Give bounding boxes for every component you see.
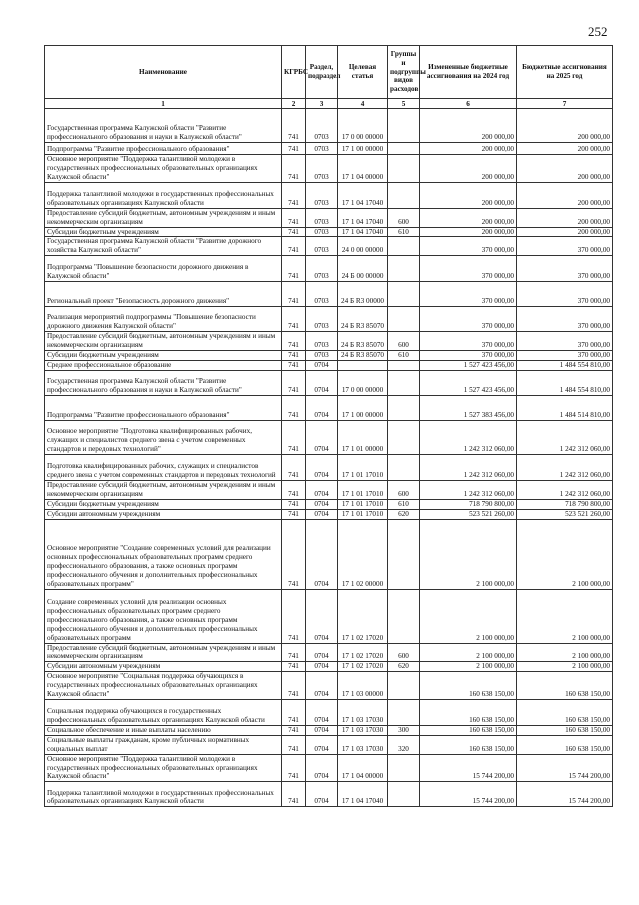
row-name: Субсидии бюджетным учреждениям	[45, 227, 282, 237]
table-row	[45, 332, 613, 351]
row-amount-2025: 370 000,00	[517, 282, 613, 307]
row-amount-2024: 200 000,00	[420, 227, 517, 237]
row-amount-2024: 2 100 000,00	[420, 643, 517, 662]
table-row	[45, 589, 613, 643]
row-amount-2025: 200 000,00	[517, 109, 613, 143]
row-target: 17 1 00 00000	[338, 143, 388, 155]
row-expense-group	[388, 307, 420, 332]
budget-table	[44, 45, 613, 807]
table-row	[45, 480, 613, 499]
row-expense-group: 610	[388, 351, 420, 361]
row-section: 0703	[306, 351, 338, 361]
header-2024: Измененные бюджетные ассигнования на 2024 год	[420, 46, 517, 99]
row-amount-2024: 1 242 312 060,00	[420, 420, 517, 454]
row-amount-2024: 2 100 000,00	[420, 589, 517, 643]
table-row	[45, 208, 613, 227]
row-kgrbs: 741	[282, 395, 306, 420]
row-expense-group	[388, 237, 420, 256]
row-amount-2025: 370 000,00	[517, 332, 613, 351]
row-expense-group	[388, 360, 420, 370]
table-row	[45, 307, 613, 332]
table-row	[45, 282, 613, 307]
table-row	[45, 519, 613, 589]
row-name: Среднее профессиональное образование	[45, 360, 282, 370]
row-target: 17 1 01 17010	[338, 499, 388, 509]
row-kgrbs: 741	[282, 589, 306, 643]
row-expense-group	[388, 672, 420, 700]
row-kgrbs: 741	[282, 499, 306, 509]
row-target: 17 1 04 17040	[338, 182, 388, 208]
row-target: 17 1 04 00000	[338, 155, 388, 183]
table-row	[45, 370, 613, 395]
row-expense-group: 610	[388, 499, 420, 509]
column-number: 1	[45, 99, 282, 109]
row-expense-group: 600	[388, 643, 420, 662]
row-amount-2024: 160 638 150,00	[420, 735, 517, 754]
row-section: 0703	[306, 256, 338, 282]
row-name: Реализация мероприятий подпрограммы "Повышение безопасности дорожного движения Калужской области"	[45, 307, 282, 332]
table-body	[45, 109, 613, 807]
row-amount-2025: 2 100 000,00	[517, 643, 613, 662]
row-section: 0703	[306, 182, 338, 208]
row-amount-2025: 160 638 150,00	[517, 735, 613, 754]
row-name: Социальные выплаты гражданам, кроме публичных нормативных социальных выплат	[45, 735, 282, 754]
row-kgrbs: 741	[282, 307, 306, 332]
table-row	[45, 509, 613, 519]
row-amount-2025: 370 000,00	[517, 256, 613, 282]
row-section: 0703	[306, 282, 338, 307]
row-amount-2024: 370 000,00	[420, 307, 517, 332]
row-target: 17 1 02 17020	[338, 589, 388, 643]
header-kgrbs: КГРБС	[282, 46, 306, 99]
row-target	[338, 360, 388, 370]
row-name: Субсидии бюджетным учреждениям	[45, 499, 282, 509]
table-row	[45, 351, 613, 361]
row-kgrbs: 741	[282, 672, 306, 700]
row-amount-2024: 2 100 000,00	[420, 662, 517, 672]
row-section: 0704	[306, 735, 338, 754]
table-row	[45, 672, 613, 700]
table-row	[45, 725, 613, 735]
row-target: 17 1 00 00000	[338, 395, 388, 420]
row-target: 17 0 00 00000	[338, 370, 388, 395]
row-kgrbs: 741	[282, 256, 306, 282]
table-header-row	[45, 46, 613, 99]
header-target: Целевая статья	[338, 46, 388, 99]
row-name: Основное мероприятие "Создание современных условий для реализации основных профессиональных образовательных программ среднего профессионального образования, а также основных программ профессионального обучения и дополнительных профессиональных образовательных программ"	[45, 519, 282, 589]
row-name: Региональный проект "Безопасность дорожного движения"	[45, 282, 282, 307]
row-section: 0704	[306, 499, 338, 509]
row-amount-2024: 160 638 150,00	[420, 699, 517, 725]
row-amount-2024: 1 527 423 456,00	[420, 370, 517, 395]
row-kgrbs: 741	[282, 725, 306, 735]
row-section: 0704	[306, 589, 338, 643]
row-expense-group	[388, 109, 420, 143]
table-row	[45, 662, 613, 672]
column-number-row	[45, 99, 613, 109]
row-section: 0703	[306, 332, 338, 351]
row-kgrbs: 741	[282, 509, 306, 519]
row-target: 17 0 00 00000	[338, 109, 388, 143]
row-section: 0704	[306, 662, 338, 672]
row-kgrbs: 741	[282, 735, 306, 754]
table-row	[45, 143, 613, 155]
row-target: 24 Б R3 85070	[338, 307, 388, 332]
row-amount-2024: 1 242 312 060,00	[420, 454, 517, 480]
row-amount-2025: 15 744 200,00	[517, 782, 613, 807]
row-name: Предоставление субсидий бюджетным, автономным учреждениям и иным некоммерческим организациям	[45, 332, 282, 351]
column-number: 3	[306, 99, 338, 109]
row-name: Подпрограмма "Развитие профессионального образования"	[45, 143, 282, 155]
row-section: 0703	[306, 237, 338, 256]
row-expense-group	[388, 454, 420, 480]
row-amount-2024: 370 000,00	[420, 237, 517, 256]
row-amount-2024: 160 638 150,00	[420, 672, 517, 700]
row-amount-2024: 370 000,00	[420, 256, 517, 282]
row-kgrbs: 741	[282, 351, 306, 361]
row-amount-2025: 370 000,00	[517, 237, 613, 256]
table-row	[45, 227, 613, 237]
table-row	[45, 360, 613, 370]
table-row	[45, 754, 613, 782]
row-amount-2025: 523 521 260,00	[517, 509, 613, 519]
row-target: 24 Б R3 85070	[338, 332, 388, 351]
row-section: 0704	[306, 395, 338, 420]
row-expense-group	[388, 754, 420, 782]
row-amount-2024: 523 521 260,00	[420, 509, 517, 519]
row-expense-group	[388, 256, 420, 282]
row-kgrbs: 741	[282, 454, 306, 480]
row-amount-2025: 2 100 000,00	[517, 519, 613, 589]
row-expense-group	[388, 395, 420, 420]
row-expense-group: 600	[388, 208, 420, 227]
table-row	[45, 256, 613, 282]
row-name: Поддержка талантливой молодежи в государственных профессиональных образовательных организациях Калужской области	[45, 182, 282, 208]
row-section: 0703	[306, 307, 338, 332]
row-kgrbs: 741	[282, 332, 306, 351]
row-expense-group	[388, 699, 420, 725]
table-row	[45, 699, 613, 725]
row-expense-group	[388, 143, 420, 155]
row-section: 0704	[306, 480, 338, 499]
row-name: Государственная программа Калужской области "Развитие профессионального образования и науки в Калужской области"	[45, 370, 282, 395]
row-amount-2024: 200 000,00	[420, 208, 517, 227]
row-amount-2025: 15 744 200,00	[517, 754, 613, 782]
row-amount-2024: 15 744 200,00	[420, 782, 517, 807]
header-name: Наименование	[45, 46, 282, 99]
row-amount-2024: 370 000,00	[420, 282, 517, 307]
row-target: 17 1 04 17040	[338, 208, 388, 227]
table-row	[45, 395, 613, 420]
row-section: 0704	[306, 509, 338, 519]
row-amount-2025: 160 638 150,00	[517, 725, 613, 735]
row-target: 24 0 00 00000	[338, 237, 388, 256]
row-name: Государственная программа Калужской области "Развитие профессионального образования и науки в Калужской области"	[45, 109, 282, 143]
row-amount-2025: 160 638 150,00	[517, 699, 613, 725]
row-amount-2024: 200 000,00	[420, 182, 517, 208]
row-target: 24 Б R3 85070	[338, 351, 388, 361]
row-amount-2024: 200 000,00	[420, 109, 517, 143]
row-name: Предоставление субсидий бюджетным, автономным учреждениям и иным некоммерческим организациям	[45, 208, 282, 227]
row-kgrbs: 741	[282, 420, 306, 454]
row-expense-group	[388, 519, 420, 589]
row-section: 0704	[306, 643, 338, 662]
row-section: 0704	[306, 725, 338, 735]
row-expense-group: 320	[388, 735, 420, 754]
row-amount-2025: 200 000,00	[517, 182, 613, 208]
row-section: 0703	[306, 143, 338, 155]
row-amount-2024: 370 000,00	[420, 351, 517, 361]
row-target: 24 Б 00 00000	[338, 256, 388, 282]
row-section: 0703	[306, 109, 338, 143]
row-amount-2024: 1 242 312 060,00	[420, 480, 517, 499]
table-row	[45, 182, 613, 208]
row-amount-2024: 1 527 423 456,00	[420, 360, 517, 370]
row-target: 17 1 03 17030	[338, 725, 388, 735]
row-amount-2024: 200 000,00	[420, 155, 517, 183]
header-group: Группы и подгруппы видов расходов	[388, 46, 420, 99]
row-kgrbs: 741	[282, 182, 306, 208]
row-name: Поддержка талантливой молодежи в государственных профессиональных образовательных организациях Калужской области	[45, 782, 282, 807]
table-row	[45, 155, 613, 183]
row-amount-2025: 1 484 554 810,00	[517, 370, 613, 395]
row-amount-2025: 200 000,00	[517, 208, 613, 227]
row-name: Предоставление субсидий бюджетным, автономным учреждениям и иным некоммерческим организациям	[45, 480, 282, 499]
row-name: Основное мероприятие "Поддержка талантливой молодежи в государственных профессиональных образовательных организациях Калужской области"	[45, 155, 282, 183]
table-row	[45, 109, 613, 143]
row-section: 0704	[306, 519, 338, 589]
row-section: 0703	[306, 227, 338, 237]
row-amount-2024: 370 000,00	[420, 332, 517, 351]
row-section: 0704	[306, 360, 338, 370]
row-kgrbs: 741	[282, 237, 306, 256]
table-row	[45, 643, 613, 662]
row-amount-2025: 1 242 312 060,00	[517, 454, 613, 480]
header-section: Раздел, подраздел	[306, 46, 338, 99]
row-amount-2025: 200 000,00	[517, 143, 613, 155]
row-amount-2025: 370 000,00	[517, 351, 613, 361]
row-section: 0704	[306, 782, 338, 807]
row-amount-2025: 200 000,00	[517, 155, 613, 183]
row-target: 17 1 01 17010	[338, 454, 388, 480]
row-amount-2025: 718 790 800,00	[517, 499, 613, 509]
row-kgrbs: 741	[282, 754, 306, 782]
table-row	[45, 420, 613, 454]
row-expense-group	[388, 370, 420, 395]
row-target: 17 1 04 17040	[338, 227, 388, 237]
row-section: 0704	[306, 699, 338, 725]
table-row	[45, 735, 613, 754]
row-section: 0704	[306, 672, 338, 700]
row-amount-2024: 1 527 383 456,00	[420, 395, 517, 420]
row-kgrbs: 741	[282, 519, 306, 589]
row-expense-group	[388, 782, 420, 807]
row-expense-group: 600	[388, 332, 420, 351]
row-section: 0703	[306, 155, 338, 183]
row-amount-2025: 200 000,00	[517, 227, 613, 237]
row-section: 0704	[306, 454, 338, 480]
row-target: 17 1 04 17040	[338, 782, 388, 807]
column-number: 2	[282, 99, 306, 109]
row-kgrbs: 741	[282, 699, 306, 725]
row-name: Государственная программа Калужской области "Развитие дорожного хозяйства Калужской области"	[45, 237, 282, 256]
row-kgrbs: 741	[282, 360, 306, 370]
row-expense-group	[388, 589, 420, 643]
row-name: Основное мероприятие "Поддержка талантливой молодежи в государственных профессиональных образовательных организациях Калужской области"	[45, 754, 282, 782]
row-expense-group: 300	[388, 725, 420, 735]
row-kgrbs: 741	[282, 370, 306, 395]
row-amount-2025: 2 100 000,00	[517, 662, 613, 672]
row-target: 17 1 01 17010	[338, 480, 388, 499]
row-kgrbs: 741	[282, 480, 306, 499]
row-name: Основное мероприятие "Социальная поддержка обучающихся в государственных профессиональных образовательных организациях Калужской области"	[45, 672, 282, 700]
row-expense-group	[388, 282, 420, 307]
row-kgrbs: 741	[282, 208, 306, 227]
row-amount-2025: 1 484 554 810,00	[517, 360, 613, 370]
table-row	[45, 499, 613, 509]
row-amount-2024: 15 744 200,00	[420, 754, 517, 782]
row-target: 17 1 02 17020	[338, 643, 388, 662]
page-number: 252	[588, 24, 608, 39]
row-target: 17 1 04 00000	[338, 754, 388, 782]
row-kgrbs: 741	[282, 227, 306, 237]
column-number: 7	[517, 99, 613, 109]
row-kgrbs: 741	[282, 282, 306, 307]
row-kgrbs: 741	[282, 143, 306, 155]
row-target: 17 1 02 00000	[338, 519, 388, 589]
row-expense-group: 610	[388, 227, 420, 237]
row-amount-2025: 160 638 150,00	[517, 672, 613, 700]
row-expense-group: 620	[388, 662, 420, 672]
row-name: Подпрограмма "Развитие профессионального образования"	[45, 395, 282, 420]
row-target: 17 1 03 17030	[338, 699, 388, 725]
table-row	[45, 782, 613, 807]
table-row	[45, 454, 613, 480]
row-amount-2024: 200 000,00	[420, 143, 517, 155]
row-name: Предоставление субсидий бюджетным, автономным учреждениям и иным некоммерческим организациям	[45, 643, 282, 662]
row-amount-2025: 2 100 000,00	[517, 589, 613, 643]
row-expense-group: 600	[388, 480, 420, 499]
row-target: 17 1 03 17030	[338, 735, 388, 754]
row-target: 17 1 02 17020	[338, 662, 388, 672]
row-kgrbs: 741	[282, 643, 306, 662]
row-amount-2024: 2 100 000,00	[420, 519, 517, 589]
row-amount-2025: 1 242 312 060,00	[517, 480, 613, 499]
row-section: 0704	[306, 370, 338, 395]
row-expense-group	[388, 182, 420, 208]
column-number: 6	[420, 99, 517, 109]
row-expense-group	[388, 420, 420, 454]
row-kgrbs: 741	[282, 782, 306, 807]
row-expense-group	[388, 155, 420, 183]
row-name: Подпрограмма "Повышение безопасности дорожного движения в Калужской области"	[45, 256, 282, 282]
row-target: 24 Б R3 00000	[338, 282, 388, 307]
column-number: 5	[388, 99, 420, 109]
row-section: 0703	[306, 208, 338, 227]
row-amount-2025: 370 000,00	[517, 307, 613, 332]
row-target: 17 1 01 00000	[338, 420, 388, 454]
row-name: Субсидии бюджетным учреждениям	[45, 351, 282, 361]
row-expense-group: 620	[388, 509, 420, 519]
row-section: 0704	[306, 420, 338, 454]
row-amount-2025: 1 484 514 810,00	[517, 395, 613, 420]
row-kgrbs: 741	[282, 155, 306, 183]
row-name: Социальное обеспечение и иные выплаты населению	[45, 725, 282, 735]
row-target: 17 1 03 00000	[338, 672, 388, 700]
row-name: Субсидии автономным учреждениям	[45, 662, 282, 672]
row-amount-2024: 718 790 800,00	[420, 499, 517, 509]
row-section: 0704	[306, 754, 338, 782]
row-name: Социальная поддержка обучающихся в государственных профессиональных образовательных организациях Калужской области	[45, 699, 282, 725]
table-row	[45, 237, 613, 256]
row-kgrbs: 741	[282, 109, 306, 143]
row-name: Основное мероприятие "Подготовка квалифицированных рабочих, служащих и специалистов среднего звена с учетом современных стандартов и передовых технологий"	[45, 420, 282, 454]
row-name: Субсидии автономным учреждениям	[45, 509, 282, 519]
row-amount-2025: 1 242 312 060,00	[517, 420, 613, 454]
header-2025: Бюджетные ассигнования на 2025 год	[517, 46, 613, 99]
row-name: Создание современных условий для реализации основных профессиональных образовательных программ среднего профессионального образования, а также основных программ профессионального обучения и дополнительных профессиональных образовательных программ	[45, 589, 282, 643]
column-number: 4	[338, 99, 388, 109]
row-kgrbs: 741	[282, 662, 306, 672]
row-name: Подготовка квалифицированных рабочих, служащих и специалистов среднего звена с учетом современных стандартов и передовых технологий	[45, 454, 282, 480]
row-target: 17 1 01 17010	[338, 509, 388, 519]
row-amount-2024: 160 638 150,00	[420, 725, 517, 735]
